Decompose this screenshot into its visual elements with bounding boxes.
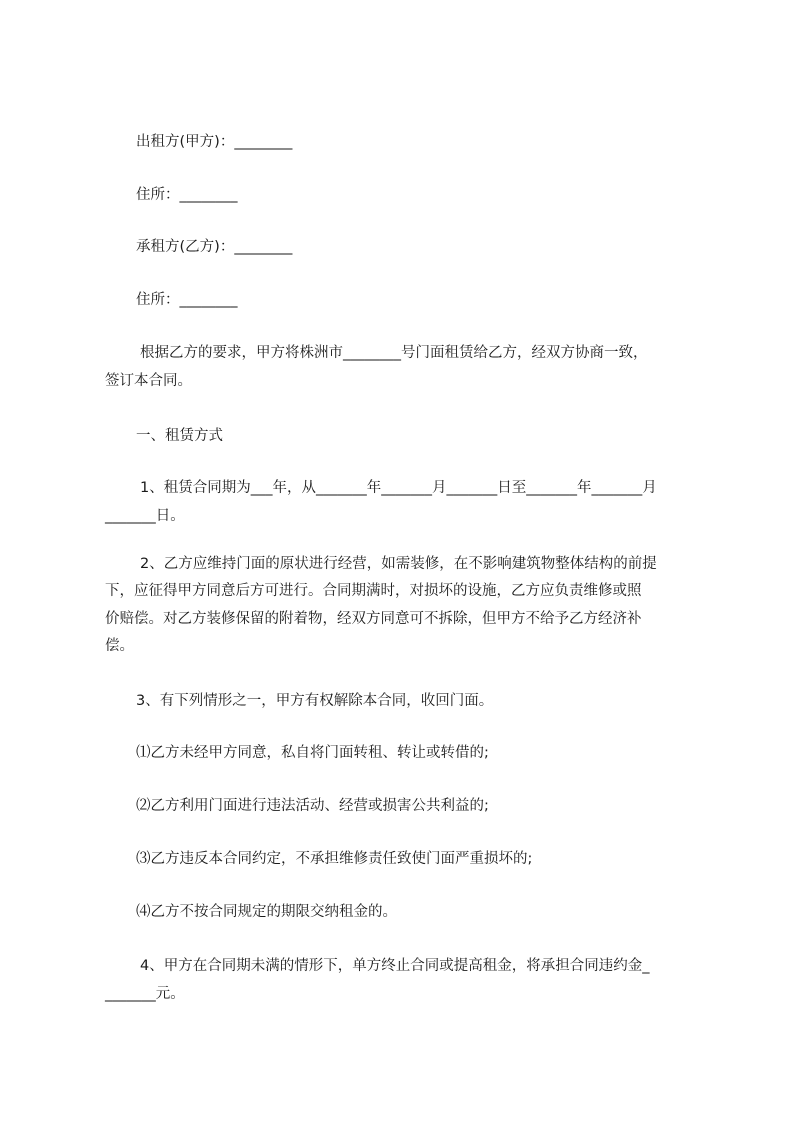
clause-2-line-1: 2、乙方应维持门面的原状进行经营，如需装修，在不影响建筑物整体结构的前提 [140,556,657,572]
clause-2-line-4: 偿。 [105,638,134,654]
clause-4-line-1: 4、甲方在合同期未满的情形下，单方终止合同或提高租金，将承担合同违约金_ [140,958,650,974]
lessee-address-line: 住所：________ [136,292,238,308]
intro-paragraph-line-1: 根据乙方的要求，甲方将株洲市________号门面租赁给乙方，经双方协商一致， [140,345,648,361]
lessor-line: 出租方(甲方)：________ [136,134,293,150]
clause-3-item-1: ⑴乙方未经甲方同意，私自将门面转租、转让或转借的; [136,745,489,761]
clause-4-line-2: _______元。 [105,986,185,1002]
clause-2-line-3: 价赔偿。对乙方装修保留的附着物，经双方同意可不拆除，但甲方不给予乙方经济补 [105,611,642,627]
lessee-line: 承租方(乙方)：________ [136,239,293,255]
intro-paragraph-line-2: 签订本合同。 [105,373,192,389]
clause-3-item-2: ⑵乙方利用门面进行违法活动、经营或损害公共利益的; [136,798,489,814]
clause-3: 3、有下列情形之一，甲方有权解除本合同，收回门面。 [136,693,494,709]
clause-2-line-2: 下，应征得甲方同意后方可进行。合同期满时，对损坏的设施，乙方应负责维修或照 [105,583,642,599]
section-heading: 一、租赁方式 [136,428,223,444]
clause-1-line-2: _______日。 [105,508,185,524]
clause-3-item-3: ⑶乙方违反本合同约定，不承担维修责任致使门面严重损坏的; [136,851,533,867]
clause-1-line-1: 1、租赁合同期为___年，从_______年_______月_______日至_______年_______月 [140,480,657,496]
lessor-address-line: 住所：________ [136,187,238,203]
clause-3-item-4: ⑷乙方不按合同规定的期限交纳租金的。 [136,904,397,920]
